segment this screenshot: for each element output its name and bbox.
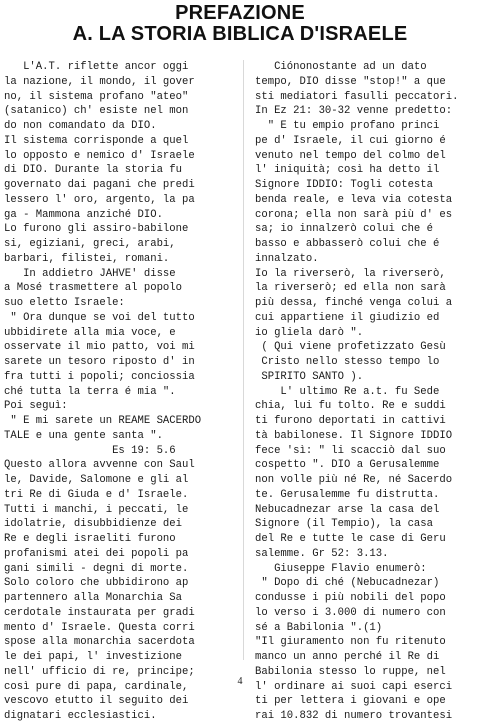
right-column-line: " Dopo di ché (Nebucadnezar): [255, 577, 440, 590]
right-column-line: Signore (il Tempio), la casa: [255, 518, 434, 531]
right-column-line: cospetto ". DIO a Gerusalemme: [255, 459, 440, 472]
left-column-line: Lo furono gli assiro-babilone: [4, 223, 189, 236]
right-column-line: te. Gerusalemme fu distrutta.: [255, 488, 440, 501]
left-column-line: spose alla monarchia sacerdota: [4, 636, 195, 649]
left-column-line: si, egiziani, greci, arabi,: [4, 238, 176, 250]
right-column-line: ti per lettera i giovani e ope: [255, 695, 446, 708]
right-column-line: manco un anno perché il Re di: [255, 651, 440, 663]
left-column-line: mento d' Israele. Questa corri: [4, 621, 195, 634]
right-column-line: condusse i più nobili del popo: [255, 592, 446, 604]
left-column-line: suo eletto Israele:: [4, 297, 125, 309]
left-column-line: governato dai pagani che predi: [4, 179, 195, 191]
left-column-line: partennero alla Monarchia Sa: [4, 592, 183, 604]
right-column-line: cui appartiene il giudizio ed: [255, 311, 440, 324]
left-column-line: lessero l' oro, argento, la pa: [4, 193, 195, 206]
left-column-line: profanismi atei dei popoli pa: [4, 547, 189, 560]
right-column-line: fece 'sì: " li scacciò dal suo: [255, 444, 446, 457]
left-column-line: tri Re di Giuda e d' Israele.: [4, 488, 189, 501]
right-column-line: tà babilonese. Il Signore IDDIO: [255, 429, 453, 442]
left-column-line: dignatari ecclesiastici.: [4, 710, 157, 722]
right-column-line: ti furono deportati in cattivi: [255, 415, 446, 427]
right-column-line: venuto nel tempo del colmo del: [255, 149, 446, 162]
left-column-line: di DIO. Durante la storia fu: [4, 164, 183, 177]
left-column-line: " Ora dunque se voi del tutto: [4, 311, 195, 324]
right-column-line: lo verso i 3.000 di numero con: [255, 606, 446, 619]
left-column-line: a Mosé trasmettere al popolo: [4, 282, 183, 295]
page-header: [0, 3, 480, 45]
left-column-line: no, il sistema profano "ateo": [4, 90, 189, 103]
left-column-line: le dei papi, l' investizione: [4, 651, 183, 663]
right-column-line: io gliela darò ".: [255, 326, 364, 339]
left-column-line: ubbidirete alla mia voce, e: [4, 326, 176, 339]
left-column-line: barbari, filistei, romani.: [4, 252, 170, 265]
right-column-line: l' iniquità; così ha detto il: [255, 164, 440, 177]
left-column-line: In addietro JAHVE' disse: [4, 267, 176, 280]
left-column-line: Es 19: 5.6: [4, 444, 176, 457]
left-column-line: Re e degli israeliti furono: [4, 533, 176, 545]
right-column-line: corona; ella non sarà più d' es: [255, 208, 453, 221]
right-column-line: Io la riverserò, la riverserò,: [255, 267, 446, 280]
right-column-line: tempo, DIO disse "stop!" a que: [255, 75, 446, 88]
right-column-line: Signore IDDIO: Togli cotesta: [255, 179, 434, 191]
right-column-line: In Ez 21: 30-32 venne predetto:: [255, 105, 453, 118]
left-column-line: Poi seguì:: [4, 400, 68, 413]
right-column-line: non volle più né Re, né Sacerdo: [255, 474, 453, 486]
right-column-line: del Re e tutte le case di Geru: [255, 533, 446, 545]
left-column-line: le, Davide, Salomone e gli al: [4, 474, 189, 486]
right-column-line: la riverserò; ed ella non sarà: [255, 282, 446, 295]
right-column-line: Babilonia stesso lo ruppe, nel: [255, 665, 446, 678]
right-column-line: più dessa, finché venga colui a: [255, 297, 453, 309]
left-column-line: così pure di papa, cardinale,: [4, 680, 189, 693]
left-column-line: do non comandato da DIO.: [4, 120, 157, 132]
right-column-line: ( Qui viene profetizzato Gesù: [255, 341, 446, 354]
left-column-line: sarete un tesoro riposto d' in: [4, 356, 195, 368]
right-column-line: L' ultimo Re a.t. fu Sede: [255, 385, 440, 398]
left-column-line: cerdotale instaurata per gradi: [4, 606, 195, 619]
left-text-column: [4, 60, 232, 724]
left-column-line: lo opposto e nemico d' Israele: [4, 149, 195, 162]
right-text-column: [255, 60, 477, 724]
column-divider: [243, 60, 244, 660]
heading-preface: PREFAZIONE: [175, 2, 305, 24]
left-column-line: (satanico) ch' esiste nel mon: [4, 105, 189, 118]
right-column-line: chia, lui fu tolto. Re e suddi: [255, 400, 446, 413]
right-column-line: Cristo nello stesso tempo lo: [255, 356, 440, 368]
page-number: 4: [237, 676, 243, 687]
right-column-line: sé a Babilonia ".(1): [255, 621, 383, 634]
left-column-line: osservate il mio patto, voi mi: [4, 341, 195, 354]
left-column-line: ché tutta la terra é mia ".: [4, 385, 176, 398]
right-column-line: benda reale, e leva via cotesta: [255, 193, 453, 206]
right-column-line: rai 10.832 di numero trovantesi: [255, 710, 453, 722]
left-column-line: Il sistema corrisponde a quel: [4, 134, 189, 147]
left-column-line: ga - Mammona anziché DIO.: [4, 208, 163, 221]
left-column-line: TALE e una gente santa ".: [4, 429, 163, 442]
right-column-line: basso e abbasserò colui che é: [255, 238, 440, 250]
left-column-line: " E mi sarete un REAME SACERDO: [4, 415, 202, 427]
left-column-line: Tutti i manchi, i peccati, le: [4, 503, 189, 516]
right-column-line: l' ordinare ai suoi capi eserci: [255, 680, 453, 693]
right-column-line: salemme. Gr 52: 3.13.: [255, 547, 389, 560]
right-column-line: Giuseppe Flavio enumerò:: [255, 562, 427, 575]
right-column-line: innalzato.: [255, 252, 319, 265]
right-column-line: sa; io innalzerò colui che é: [255, 223, 434, 236]
right-column-line: " E tu empio profano princi: [255, 120, 440, 132]
right-column-line: Ciónonostante ad un dato: [255, 61, 427, 73]
left-column-line: Questo allora avvenne con Saul: [4, 459, 195, 472]
left-column-line: idolatrie, disubbidienze dei: [4, 518, 183, 531]
right-column-line: "Il giuramento non fu ritenuto: [255, 636, 446, 649]
left-column-line: vescovo etutto il seguito dei: [4, 695, 189, 708]
right-column-line: SPIRITO SANTO ).: [255, 370, 364, 383]
left-column-line: nell' ufficio di re, principe;: [4, 665, 195, 678]
left-column-line: fra tutti i popoli; conciossia: [4, 370, 195, 383]
right-column-line: sti mediatori fasulli peccatori.: [255, 90, 459, 103]
right-column-line: Nebucadnezar arse la casa del: [255, 503, 440, 516]
heading-chapter-title: A. LA STORIA BIBLICA D'ISRAELE: [72, 23, 408, 45]
left-column-line: gani simili - degni di morte.: [4, 562, 189, 575]
left-column-line: L'A.T. riflette ancor oggi: [4, 61, 189, 73]
left-column-line: la nazione, il mondo, il gover: [4, 75, 195, 88]
right-column-line: pe d' Israele, il cui giorno é: [255, 134, 446, 147]
left-column-line: Solo coloro che ubbidirono ap: [4, 577, 189, 590]
